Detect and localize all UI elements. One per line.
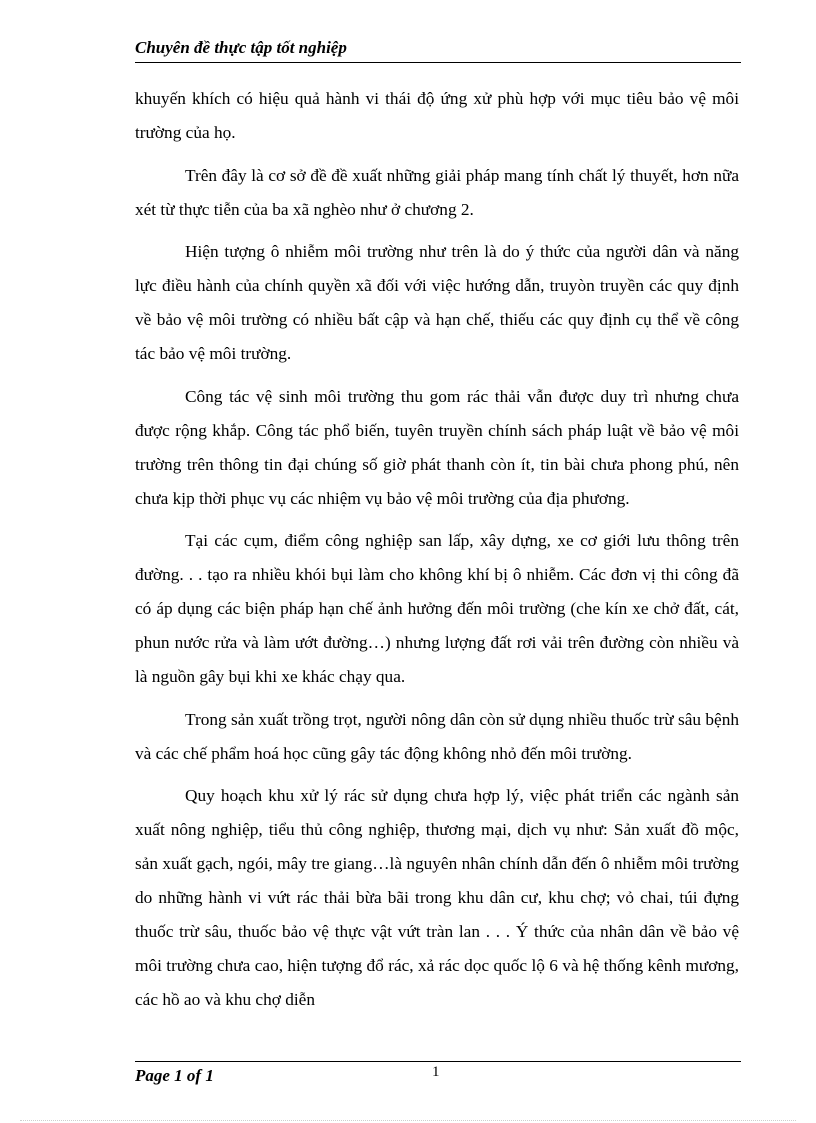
- header-title: Chuyên đề thực tập tốt nghiệp: [135, 38, 347, 57]
- page-number: 1: [432, 1064, 440, 1080]
- paragraph-continuation: khuyến khích có hiệu quả hành vi thái độ ứng xử phù hợp với mục tiêu bảo vệ môi trường của họ.: [135, 89, 739, 142]
- paragraph: Tại các cụm, điểm công nghiệp san lấp, xây dựng, xe cơ giới lưu thông trên đường. . . tạo ra nhiều khói bụi làm cho không khí bị ô nhiễm. Các đơn vị thi công đã có áp dụng các biện pháp hạn chế ảnh hưởng đến môi trường (che kín xe chở đất, cát, phun nước rửa và làm ướt đường…) nhưng lượng đất rơi vải trên đường còn nhiều và là nguồn gây bụi khi xe khác chạy qua.: [135, 531, 739, 686]
- paragraph: Công tác vệ sinh môi trường thu gom rác thải vẫn được duy trì nhưng chưa được rộng khắp. Công tác phổ biến, tuyên truyền chính sách pháp luật về bảo vệ môi trường trên thông tin đại chúng số giờ phát thanh còn ít, tin bài chưa phong phú, nên chưa kịp thời phục vụ các nhiệm vụ bảo vệ môi trường của địa phương.: [135, 386, 739, 508]
- document-body: [135, 82, 739, 1026]
- footer-page-label: Page 1 of 1: [135, 1066, 214, 1085]
- footer-rule: [135, 1061, 741, 1062]
- page-edge-divider: [20, 1120, 796, 1121]
- paragraph: Trên đây là cơ sở đề đề xuất những giải pháp mang tính chất lý thuyết, hơn nữa xét từ thực tiễn của ba xã nghèo như ở chương 2.: [135, 165, 739, 219]
- paragraph: Hiện tượng ô nhiễm môi trường như trên là do ý thức của người dân và năng lực điều hành của chính quyền xã đối với việc hướng dẫn, truyòn truyền các quy định về bảo vệ môi trường có nhiều bất cập và hạn chế, thiếu các quy định cụ thể về công tác bảo vệ môi trường.: [135, 242, 739, 363]
- paragraph: Trong sản xuất trồng trọt, người nông dân còn sử dụng nhiều thuốc trừ sâu bệnh và các chế phẩm hoá học cũng gây tác động không nhỏ đến môi trường.: [135, 709, 739, 763]
- header-rule: [135, 62, 741, 63]
- paragraph: Quy hoạch khu xử lý rác sử dụng chưa hợp lý, việc phát triển các ngành sản xuất nông nghiệp, tiểu thủ công nghiệp, thương mại, dịch vụ như: Sản xuất đồ mộc, sản xuất gạch, ngói, mây tre giang…là nguyên nhân chính dẫn đến ô nhiễm môi trường do những hành vi vứt rác thải bừa bãi trong khu dân cư, khu chợ; vỏ chai, túi đựng thuốc trừ sâu, thuốc bảo vệ thực vật vứt tràn lan . . . Ý thức của nhân dân về bảo vệ môi trường chưa cao, hiện tượng đổ rác, xả rác dọc quốc lộ 6 và hệ thống kênh mương, các hồ ao và khu chợ diễn: [135, 786, 739, 1009]
